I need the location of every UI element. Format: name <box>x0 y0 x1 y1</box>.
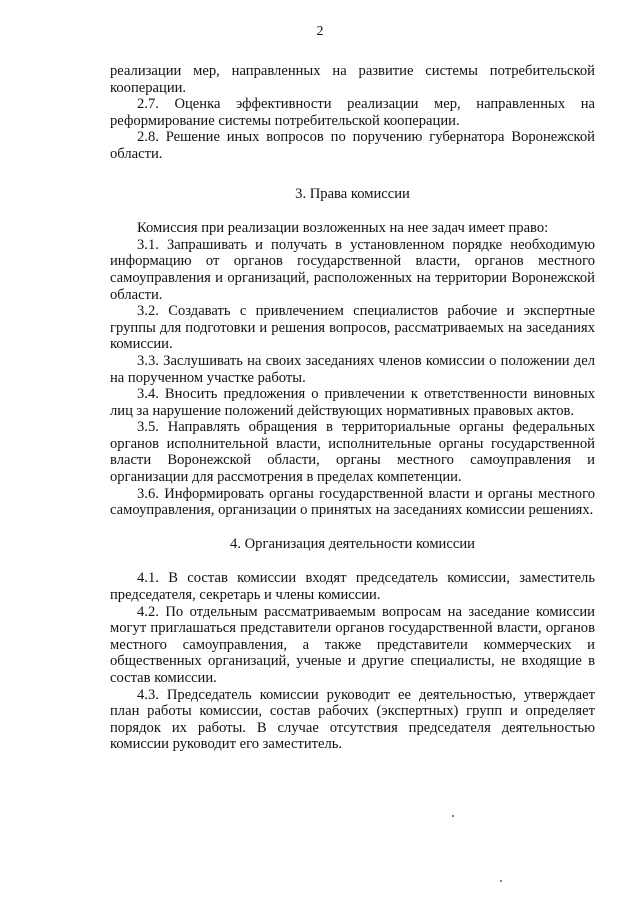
section-3-heading: 3. Права комиссии <box>295 185 410 202</box>
paragraph-4-3: 4.3. Председатель комиссии руководит ее деятельностью, утверждает план работы комиссии, состав рабочих (экспертных) групп и определяет порядок их работы. В случае отсутствия председателя деятельностью комиссии руководит его заместитель. <box>110 686 595 753</box>
section-3-intro: Комиссия при реализации возложенных на нее задач имеет право: <box>137 220 549 237</box>
paragraph-4-1: 4.1. В состав комиссии входят председатель комиссии, заместитель председателя, секретарь и члены комиссии. <box>110 570 595 604</box>
paragraph-3-4: 3.4. Вносить предложения о привлечении к ответственности виновных лиц за нарушение положений действующих нормативных правовых актов. <box>110 386 595 419</box>
paragraph-3-2: 3.2. Создавать с привлечением специалистов рабочие и экспертные группы для подготовки и решения вопросов, рассматриваемых на заседаниях комиссии. <box>110 303 595 353</box>
section-4-heading: 4. Организация деятельности комиссии <box>230 535 475 552</box>
scan-speck <box>500 880 502 882</box>
paragraph-2-6-continuation: реализации мер, направленных на развитие системы потребительской кооперации. <box>110 63 595 96</box>
paragraph-3-5: 3.5. Направлять обращения в территориальные органы федеральных органов исполнительной власти, исполнительные органы государственной власти Воронежской области, органы местного самоуправления и организации для рассмотрения в пределах компетенции. <box>110 419 595 486</box>
paragraph-3-6: 3.6. Информировать органы государственной власти и органы местного самоуправления, организации о принятых на заседаниях комиссии решениях. <box>110 485 595 519</box>
paragraph-4-2: 4.2. По отдельным рассматриваемым вопросам на заседание комиссии могут приглашаться представители органов государственной власти, органов местного самоуправления, а также представители коммерческих и общественных организаций, ученые и другие специалисты, не входящие в состав комиссии. <box>110 603 595 686</box>
scan-speck <box>452 815 454 817</box>
paragraph-2-8: 2.8. Решение иных вопросов по поручению губернатора Воронежской области. <box>110 129 595 162</box>
document-body <box>110 63 595 753</box>
paragraph-3-1: 3.1. Запрашивать и получать в установленном порядке необходимую информацию от органов государственной власти, органов местного самоуправления и организаций, расположенных на территории Воронежской области. <box>110 236 595 303</box>
paragraph-2-7: 2.7. Оценка эффективности реализации мер, направленных на реформирование системы потребительской кооперации. <box>110 96 595 129</box>
page-number: 2 <box>316 24 324 39</box>
paragraph-3-3: 3.3. Заслушивать на своих заседаниях членов комиссии о положении дел на порученном участке работы. <box>110 352 595 386</box>
